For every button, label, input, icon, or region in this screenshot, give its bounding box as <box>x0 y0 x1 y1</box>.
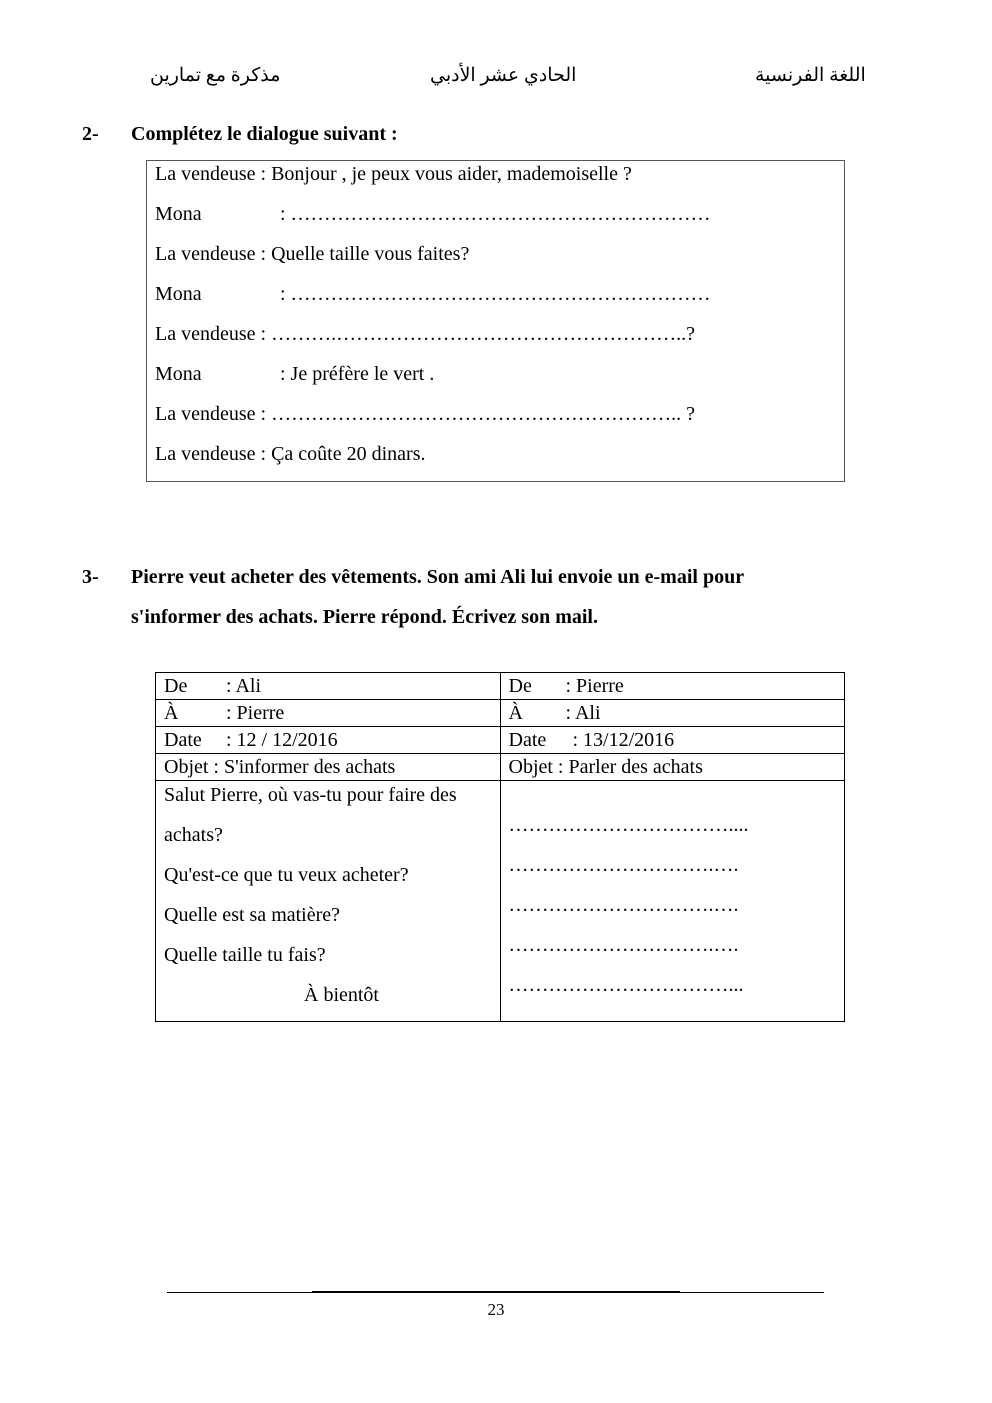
right-body <box>500 781 845 1022</box>
line-text: : Quelle taille vous faites? <box>260 243 470 265</box>
line-text: : ……………………………………………………… <box>280 283 711 305</box>
email-table <box>155 672 845 1022</box>
body-line: achats? <box>164 824 223 846</box>
label: De <box>508 675 532 697</box>
left-subject: Objet : S'informer des achats <box>156 754 501 781</box>
line-text: : Bonjour , je peux vous aider, mademoiselle ? <box>260 163 632 185</box>
exercise-2-number: 2- <box>82 123 99 145</box>
value: : Pierre <box>565 675 624 697</box>
closing: À bientôt <box>304 984 379 1006</box>
value: : Ali <box>565 702 601 724</box>
right-from <box>500 673 845 700</box>
label: À <box>508 702 523 724</box>
exercise-3-title-line2: s'informer des achats. Pierre répond. Écrivez son mail. <box>131 606 598 628</box>
value: : Ali <box>226 675 262 697</box>
left-from <box>156 673 501 700</box>
right-subject: Objet : Parler des achats <box>500 754 845 781</box>
dialogue-line <box>155 243 469 266</box>
dialogue-line <box>155 443 425 466</box>
body-line: Quelle taille tu fais? <box>164 944 326 966</box>
body-line: Salut Pierre, où vas-tu pour faire des <box>164 784 457 806</box>
answer-line[interactable]: ………………………….…. <box>508 854 739 876</box>
page-number: 23 <box>487 1300 505 1319</box>
header-center: الحادي عشر الأدبي <box>430 65 577 86</box>
left-body <box>156 781 501 1022</box>
left-date <box>156 727 501 754</box>
speaker: Mona <box>155 203 202 225</box>
exercise-2-title: Complétez le dialogue suivant : <box>131 123 398 145</box>
dialogue-line <box>155 363 434 386</box>
speaker: La vendeuse <box>155 403 256 425</box>
right-to <box>500 700 845 727</box>
footer-rule-bold <box>312 1291 680 1293</box>
exercise-3-number: 3- <box>82 566 99 588</box>
dialogue-line[interactable] <box>155 283 711 306</box>
label: Date <box>164 729 202 751</box>
dialogue-box <box>146 160 845 482</box>
header-left: مذكرة مع تمارين <box>150 65 281 86</box>
dialogue-line[interactable] <box>155 323 695 346</box>
dialogue-line <box>155 163 632 186</box>
dialogue-line[interactable] <box>155 203 711 226</box>
value: : Pierre <box>226 702 285 724</box>
header-right: اللغة الفرنسية <box>755 65 866 86</box>
speaker: Mona <box>155 283 202 305</box>
line-text: : ……………………………………………………… <box>280 203 711 225</box>
label: De <box>164 675 188 697</box>
dialogue-line[interactable] <box>155 403 695 426</box>
line-text: : Ça coûte 20 dinars. <box>260 443 426 465</box>
left-to <box>156 700 501 727</box>
body-line: Quelle est sa matière? <box>164 904 341 926</box>
body-line: Qu'est-ce que tu veux acheter? <box>164 864 409 886</box>
value: : 13/12/2016 <box>572 729 675 751</box>
answer-line[interactable]: …………………………….... <box>508 814 749 836</box>
line-text: : ……….……………………………………………..? <box>260 323 695 345</box>
label: À <box>164 702 179 724</box>
speaker: La vendeuse <box>155 243 256 265</box>
speaker: La vendeuse <box>155 163 256 185</box>
line-text: : …………………………………………………….. ? <box>260 403 695 425</box>
speaker: La vendeuse <box>155 443 256 465</box>
answer-line[interactable]: ………………………….…. <box>508 934 739 956</box>
answer-line[interactable]: ………………………….…. <box>508 894 739 916</box>
label: Date <box>508 729 547 751</box>
right-date <box>500 727 845 754</box>
line-text: : Je préfère le vert . <box>280 363 435 385</box>
value: : 12 / 12/2016 <box>226 729 338 751</box>
answer-line[interactable]: ……………………………... <box>508 974 744 996</box>
speaker: La vendeuse <box>155 323 256 345</box>
speaker: Mona <box>155 363 202 385</box>
exercise-3-title-line1: Pierre veut acheter des vêtements. Son ami Ali lui envoie un e-mail pour <box>131 566 745 588</box>
